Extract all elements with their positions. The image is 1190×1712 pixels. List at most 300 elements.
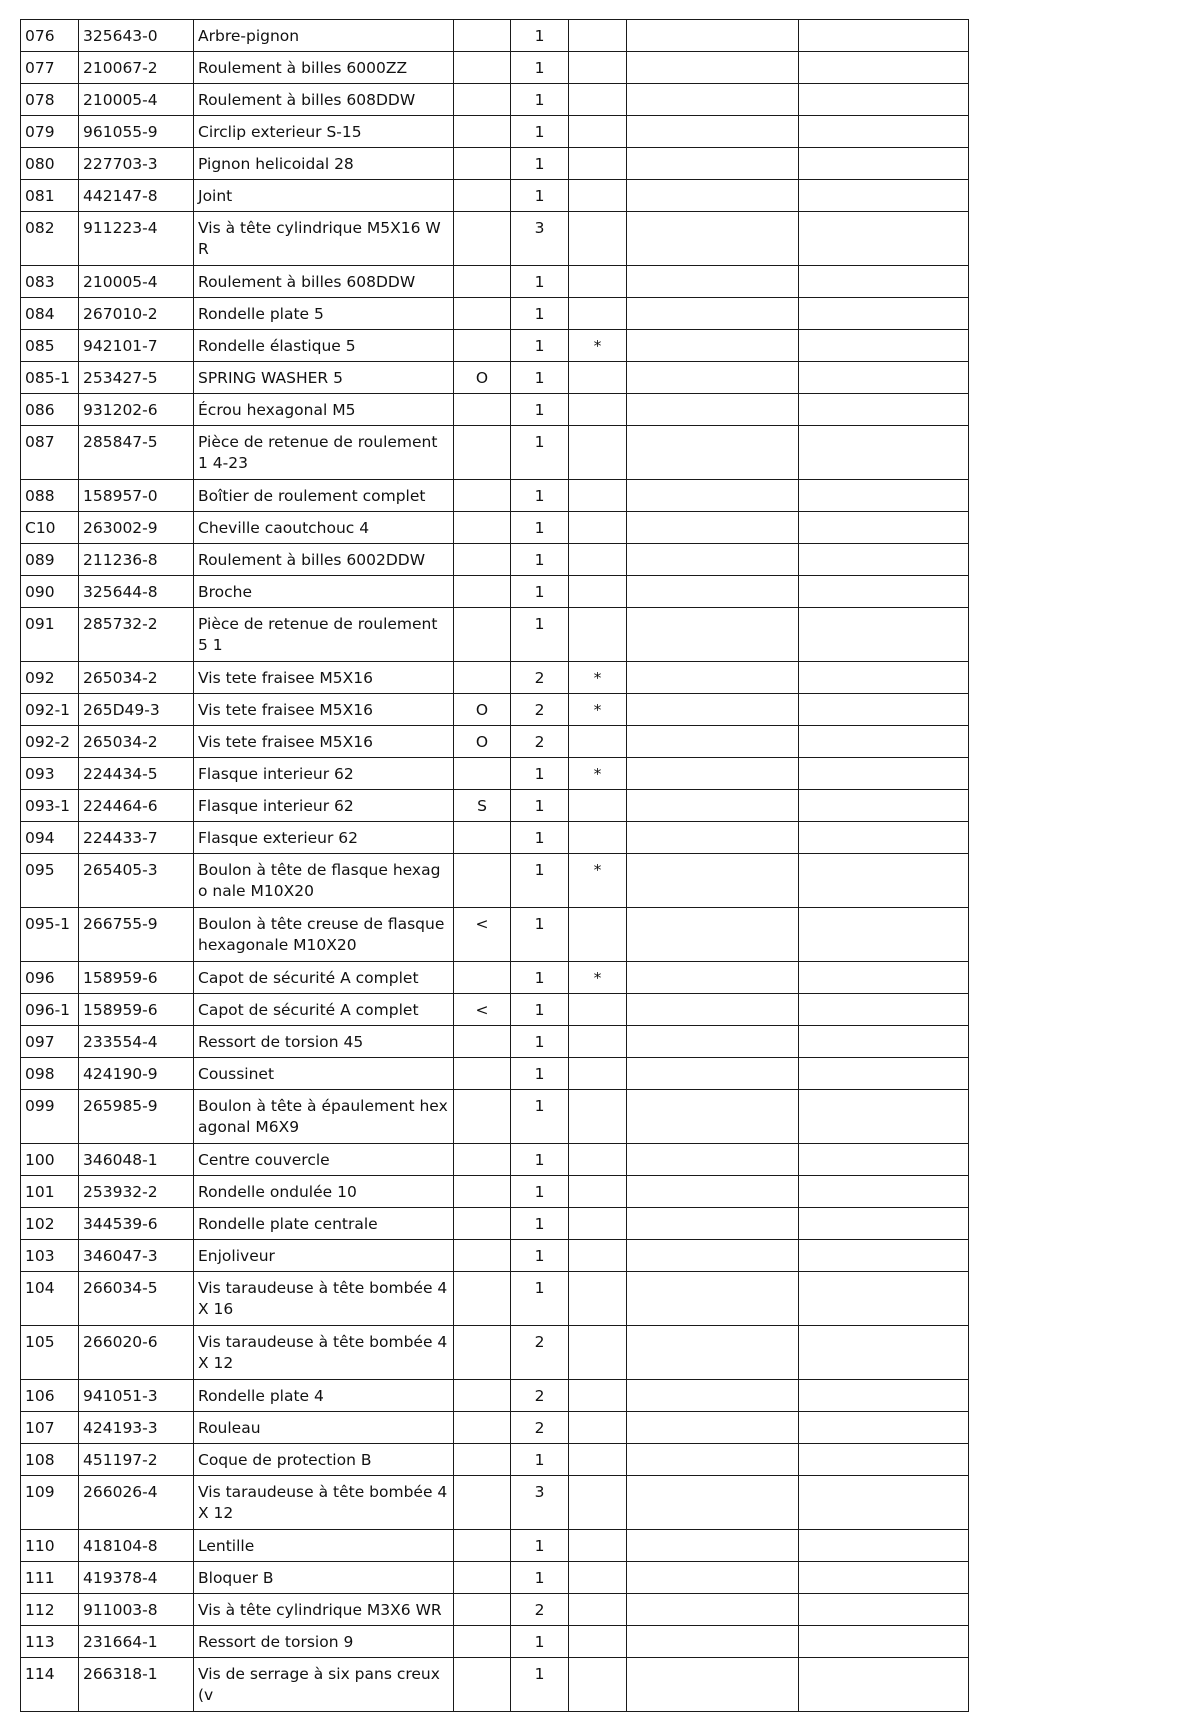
description-cell: Bloquer B — [194, 1562, 454, 1594]
remark-1-cell — [627, 1176, 799, 1208]
item-number-cell: 076 — [21, 20, 79, 52]
description-cell: Pignon helicoidal 28 — [194, 148, 454, 180]
option-code-cell: < — [454, 908, 511, 962]
quantity-cell: 1 — [511, 1658, 569, 1712]
remark-2-cell — [799, 1026, 969, 1058]
table-row — [21, 1444, 969, 1476]
part-number-cell: 210067-2 — [79, 52, 194, 84]
note-mark-cell — [569, 1058, 627, 1090]
item-number-cell: 109 — [21, 1476, 79, 1530]
remark-2-cell — [799, 1658, 969, 1712]
note-mark-cell — [569, 1144, 627, 1176]
remark-2-cell — [799, 726, 969, 758]
remark-2-cell — [799, 1326, 969, 1380]
table-row — [21, 512, 969, 544]
option-code-cell — [454, 822, 511, 854]
option-code-cell — [454, 576, 511, 608]
remark-2-cell — [799, 1412, 969, 1444]
remark-2-cell — [799, 1476, 969, 1530]
quantity-cell: 1 — [511, 822, 569, 854]
item-number-cell: 087 — [21, 426, 79, 480]
part-number-cell: 158959-6 — [79, 994, 194, 1026]
description-cell: Vis tete fraisee M5X16 — [194, 726, 454, 758]
item-number-cell: 097 — [21, 1026, 79, 1058]
item-number-cell: 085-1 — [21, 362, 79, 394]
part-number-cell: 961055-9 — [79, 116, 194, 148]
note-mark-cell — [569, 822, 627, 854]
item-number-cell: 104 — [21, 1272, 79, 1326]
remark-2-cell — [799, 854, 969, 908]
option-code-cell — [454, 544, 511, 576]
option-code-cell — [454, 1444, 511, 1476]
option-code-cell — [454, 962, 511, 994]
remark-1-cell — [627, 1380, 799, 1412]
item-number-cell: 098 — [21, 1058, 79, 1090]
option-code-cell: O — [454, 362, 511, 394]
part-number-cell: 253932-2 — [79, 1176, 194, 1208]
description-cell: Rondelle plate 5 — [194, 298, 454, 330]
option-code-cell — [454, 1144, 511, 1176]
note-mark-cell — [569, 1240, 627, 1272]
item-number-cell: 088 — [21, 480, 79, 512]
table-row — [21, 1476, 969, 1530]
description-cell: Vis tete fraisee M5X16 — [194, 694, 454, 726]
quantity-cell: 1 — [511, 1562, 569, 1594]
description-cell: Rondelle élastique 5 — [194, 330, 454, 362]
note-mark-cell — [569, 994, 627, 1026]
option-code-cell — [454, 1208, 511, 1240]
part-number-cell: 941051-3 — [79, 1380, 194, 1412]
quantity-cell: 1 — [511, 1176, 569, 1208]
description-cell: Rondelle plate 4 — [194, 1380, 454, 1412]
description-cell: Rondelle ondulée 10 — [194, 1176, 454, 1208]
option-code-cell — [454, 608, 511, 662]
table-row — [21, 1208, 969, 1240]
quantity-cell: 1 — [511, 544, 569, 576]
description-cell: Pièce de retenue de roulement 1 4-23 — [194, 426, 454, 480]
table-row — [21, 1530, 969, 1562]
part-number-cell: 267010-2 — [79, 298, 194, 330]
item-number-cell: 099 — [21, 1090, 79, 1144]
option-code-cell — [454, 180, 511, 212]
option-code-cell — [454, 1562, 511, 1594]
option-code-cell — [454, 512, 511, 544]
note-mark-cell — [569, 1530, 627, 1562]
description-cell: Roulement à billes 6000ZZ — [194, 52, 454, 84]
item-number-cell: 095-1 — [21, 908, 79, 962]
quantity-cell: 1 — [511, 148, 569, 180]
remark-2-cell — [799, 694, 969, 726]
part-number-cell: 211236-8 — [79, 544, 194, 576]
quantity-cell: 1 — [511, 1026, 569, 1058]
remark-1-cell — [627, 758, 799, 790]
note-mark-cell — [569, 1380, 627, 1412]
note-mark-cell — [569, 1090, 627, 1144]
table-row — [21, 726, 969, 758]
quantity-cell: 1 — [511, 426, 569, 480]
part-number-cell: 224464-6 — [79, 790, 194, 822]
note-mark-cell — [569, 512, 627, 544]
quantity-cell: 1 — [511, 298, 569, 330]
note-mark-cell — [569, 266, 627, 298]
part-number-cell: 265405-3 — [79, 854, 194, 908]
option-code-cell — [454, 330, 511, 362]
note-mark-cell — [569, 1626, 627, 1658]
table-row — [21, 1626, 969, 1658]
quantity-cell: 1 — [511, 790, 569, 822]
remark-2-cell — [799, 1058, 969, 1090]
note-mark-cell — [569, 1208, 627, 1240]
option-code-cell — [454, 20, 511, 52]
table-row — [21, 84, 969, 116]
description-cell: Vis taraudeuse à tête bombée 4X 12 — [194, 1326, 454, 1380]
remark-1-cell — [627, 20, 799, 52]
note-mark-cell — [569, 1444, 627, 1476]
note-mark-cell — [569, 1562, 627, 1594]
remark-2-cell — [799, 330, 969, 362]
option-code-cell: S — [454, 790, 511, 822]
description-cell: Vis taraudeuse à tête bombée 4X 16 — [194, 1272, 454, 1326]
remark-2-cell — [799, 266, 969, 298]
remark-2-cell — [799, 1208, 969, 1240]
note-mark-cell — [569, 1594, 627, 1626]
remark-2-cell — [799, 20, 969, 52]
part-number-cell: 266318-1 — [79, 1658, 194, 1712]
table-row — [21, 180, 969, 212]
note-mark-cell: * — [569, 854, 627, 908]
remark-2-cell — [799, 822, 969, 854]
part-number-cell: 942101-7 — [79, 330, 194, 362]
item-number-cell: 083 — [21, 266, 79, 298]
item-number-cell: 096 — [21, 962, 79, 994]
option-code-cell — [454, 1176, 511, 1208]
remark-2-cell — [799, 1444, 969, 1476]
item-number-cell: 080 — [21, 148, 79, 180]
note-mark-cell: * — [569, 662, 627, 694]
remark-1-cell — [627, 1090, 799, 1144]
table-row — [21, 1090, 969, 1144]
option-code-cell — [454, 1412, 511, 1444]
option-code-cell — [454, 1658, 511, 1712]
table-row — [21, 1058, 969, 1090]
part-number-cell: 233554-4 — [79, 1026, 194, 1058]
remark-1-cell — [627, 116, 799, 148]
part-number-cell: 442147-8 — [79, 180, 194, 212]
note-mark-cell — [569, 84, 627, 116]
quantity-cell: 1 — [511, 394, 569, 426]
remark-2-cell — [799, 480, 969, 512]
quantity-cell: 1 — [511, 1058, 569, 1090]
item-number-cell: 089 — [21, 544, 79, 576]
item-number-cell: 093 — [21, 758, 79, 790]
option-code-cell — [454, 1530, 511, 1562]
part-number-cell: 253427-5 — [79, 362, 194, 394]
part-number-cell: 418104-8 — [79, 1530, 194, 1562]
table-row — [21, 394, 969, 426]
parts-table-body — [21, 20, 969, 1712]
remark-1-cell — [627, 1208, 799, 1240]
option-code-cell — [454, 298, 511, 330]
remark-2-cell — [799, 212, 969, 266]
option-code-cell — [454, 394, 511, 426]
item-number-cell: 101 — [21, 1176, 79, 1208]
remark-2-cell — [799, 962, 969, 994]
quantity-cell: 1 — [511, 1530, 569, 1562]
table-row — [21, 608, 969, 662]
remark-2-cell — [799, 608, 969, 662]
option-code-cell — [454, 1058, 511, 1090]
option-code-cell — [454, 1476, 511, 1530]
quantity-cell: 1 — [511, 362, 569, 394]
remark-1-cell — [627, 512, 799, 544]
item-number-cell: 113 — [21, 1626, 79, 1658]
option-code-cell — [454, 1594, 511, 1626]
remark-2-cell — [799, 394, 969, 426]
description-cell: Vis tete fraisee M5X16 — [194, 662, 454, 694]
description-cell: Broche — [194, 576, 454, 608]
description-cell: Flasque interieur 62 — [194, 758, 454, 790]
quantity-cell: 1 — [511, 1272, 569, 1326]
remark-2-cell — [799, 512, 969, 544]
remark-2-cell — [799, 1626, 969, 1658]
item-number-cell: 114 — [21, 1658, 79, 1712]
item-number-cell: 106 — [21, 1380, 79, 1412]
table-row — [21, 994, 969, 1026]
parts-table — [20, 19, 969, 1712]
option-code-cell — [454, 854, 511, 908]
table-row — [21, 1562, 969, 1594]
note-mark-cell — [569, 1272, 627, 1326]
quantity-cell: 1 — [511, 512, 569, 544]
remark-1-cell — [627, 1658, 799, 1712]
remark-1-cell — [627, 854, 799, 908]
item-number-cell: 084 — [21, 298, 79, 330]
table-row — [21, 330, 969, 362]
remark-2-cell — [799, 1272, 969, 1326]
quantity-cell: 1 — [511, 908, 569, 962]
quantity-cell: 1 — [511, 480, 569, 512]
quantity-cell: 2 — [511, 1380, 569, 1412]
remark-1-cell — [627, 1530, 799, 1562]
option-code-cell: < — [454, 994, 511, 1026]
part-number-cell: 265D49-3 — [79, 694, 194, 726]
quantity-cell: 1 — [511, 1090, 569, 1144]
remark-2-cell — [799, 908, 969, 962]
note-mark-cell — [569, 1658, 627, 1712]
remark-2-cell — [799, 84, 969, 116]
description-cell: Roulement à billes 608DDW — [194, 84, 454, 116]
remark-2-cell — [799, 1380, 969, 1412]
note-mark-cell — [569, 1476, 627, 1530]
remark-1-cell — [627, 576, 799, 608]
description-cell: Capot de sécurité A complet — [194, 962, 454, 994]
part-number-cell: 424190-9 — [79, 1058, 194, 1090]
quantity-cell: 1 — [511, 116, 569, 148]
description-cell: Vis taraudeuse à tête bombée 4X 12 — [194, 1476, 454, 1530]
note-mark-cell — [569, 20, 627, 52]
item-number-cell: 092-2 — [21, 726, 79, 758]
quantity-cell: 1 — [511, 330, 569, 362]
remark-1-cell — [627, 266, 799, 298]
item-number-cell: 081 — [21, 180, 79, 212]
table-row — [21, 908, 969, 962]
quantity-cell: 1 — [511, 20, 569, 52]
option-code-cell — [454, 1090, 511, 1144]
part-number-cell: 344539-6 — [79, 1208, 194, 1240]
remark-1-cell — [627, 298, 799, 330]
quantity-cell: 1 — [511, 180, 569, 212]
option-code-cell — [454, 1026, 511, 1058]
remark-2-cell — [799, 116, 969, 148]
note-mark-cell — [569, 576, 627, 608]
table-row — [21, 1026, 969, 1058]
table-row — [21, 854, 969, 908]
remark-1-cell — [627, 330, 799, 362]
description-cell: Vis à tête cylindrique M3X6 WR — [194, 1594, 454, 1626]
item-number-cell: 093-1 — [21, 790, 79, 822]
description-cell: Rondelle plate centrale — [194, 1208, 454, 1240]
item-number-cell: 094 — [21, 822, 79, 854]
item-number-cell: 092-1 — [21, 694, 79, 726]
option-code-cell — [454, 758, 511, 790]
table-row — [21, 426, 969, 480]
quantity-cell: 1 — [511, 854, 569, 908]
description-cell: Lentille — [194, 1530, 454, 1562]
item-number-cell: 110 — [21, 1530, 79, 1562]
note-mark-cell — [569, 52, 627, 84]
table-row — [21, 116, 969, 148]
quantity-cell: 2 — [511, 726, 569, 758]
table-row — [21, 1594, 969, 1626]
note-mark-cell — [569, 608, 627, 662]
item-number-cell: C10 — [21, 512, 79, 544]
remark-1-cell — [627, 1326, 799, 1380]
description-cell: Ressort de torsion 9 — [194, 1626, 454, 1658]
item-number-cell: 100 — [21, 1144, 79, 1176]
description-cell: Vis à tête cylindrique M5X16 WR — [194, 212, 454, 266]
description-cell: Arbre-pignon — [194, 20, 454, 52]
description-cell: Capot de sécurité A complet — [194, 994, 454, 1026]
quantity-cell: 2 — [511, 694, 569, 726]
item-number-cell: 092 — [21, 662, 79, 694]
note-mark-cell — [569, 148, 627, 180]
option-code-cell — [454, 1626, 511, 1658]
remark-2-cell — [799, 426, 969, 480]
remark-1-cell — [627, 694, 799, 726]
table-row — [21, 694, 969, 726]
item-number-cell: 108 — [21, 1444, 79, 1476]
part-number-cell: 210005-4 — [79, 266, 194, 298]
option-code-cell: O — [454, 726, 511, 758]
quantity-cell: 1 — [511, 758, 569, 790]
description-cell: Boulon à tête de flasque hexago nale M10X20 — [194, 854, 454, 908]
table-row — [21, 52, 969, 84]
option-code-cell — [454, 1240, 511, 1272]
remark-1-cell — [627, 1562, 799, 1594]
quantity-cell: 3 — [511, 212, 569, 266]
description-cell: Enjoliveur — [194, 1240, 454, 1272]
item-number-cell: 085 — [21, 330, 79, 362]
part-number-cell: 424193-3 — [79, 1412, 194, 1444]
table-row — [21, 266, 969, 298]
note-mark-cell: * — [569, 330, 627, 362]
part-number-cell: 451197-2 — [79, 1444, 194, 1476]
remark-1-cell — [627, 544, 799, 576]
remark-2-cell — [799, 298, 969, 330]
note-mark-cell — [569, 480, 627, 512]
part-number-cell: 266755-9 — [79, 908, 194, 962]
note-mark-cell: * — [569, 694, 627, 726]
remark-2-cell — [799, 148, 969, 180]
remark-1-cell — [627, 790, 799, 822]
description-cell: Boîtier de roulement complet — [194, 480, 454, 512]
option-code-cell — [454, 148, 511, 180]
note-mark-cell — [569, 544, 627, 576]
description-cell: Coussinet — [194, 1058, 454, 1090]
item-number-cell: 102 — [21, 1208, 79, 1240]
remark-2-cell — [799, 544, 969, 576]
quantity-cell: 1 — [511, 84, 569, 116]
quantity-cell: 2 — [511, 1594, 569, 1626]
quantity-cell: 1 — [511, 266, 569, 298]
table-row — [21, 1176, 969, 1208]
quantity-cell: 1 — [511, 608, 569, 662]
remark-1-cell — [627, 1476, 799, 1530]
remark-1-cell — [627, 962, 799, 994]
part-number-cell: 231664-1 — [79, 1626, 194, 1658]
remark-1-cell — [627, 1626, 799, 1658]
part-number-cell: 227703-3 — [79, 148, 194, 180]
note-mark-cell: * — [569, 962, 627, 994]
table-row — [21, 148, 969, 180]
option-code-cell — [454, 480, 511, 512]
remark-2-cell — [799, 180, 969, 212]
option-code-cell — [454, 84, 511, 116]
table-row — [21, 822, 969, 854]
part-number-cell: 911003-8 — [79, 1594, 194, 1626]
option-code-cell — [454, 1272, 511, 1326]
part-number-cell: 265034-2 — [79, 726, 194, 758]
remark-1-cell — [627, 1144, 799, 1176]
remark-1-cell — [627, 994, 799, 1026]
item-number-cell: 105 — [21, 1326, 79, 1380]
table-row — [21, 962, 969, 994]
description-cell: Cheville caoutchouc 4 — [194, 512, 454, 544]
part-number-cell: 346048-1 — [79, 1144, 194, 1176]
quantity-cell: 2 — [511, 1326, 569, 1380]
remark-2-cell — [799, 52, 969, 84]
note-mark-cell — [569, 212, 627, 266]
description-cell: Circlip exterieur S-15 — [194, 116, 454, 148]
remark-1-cell — [627, 1444, 799, 1476]
table-row — [21, 1658, 969, 1712]
table-row — [21, 790, 969, 822]
remark-2-cell — [799, 758, 969, 790]
remark-1-cell — [627, 362, 799, 394]
table-row — [21, 576, 969, 608]
item-number-cell: 082 — [21, 212, 79, 266]
quantity-cell: 1 — [511, 1444, 569, 1476]
remark-2-cell — [799, 1176, 969, 1208]
table-row — [21, 758, 969, 790]
description-cell: Boulon à tête creuse de flasque hexagonale M10X20 — [194, 908, 454, 962]
item-number-cell: 095 — [21, 854, 79, 908]
note-mark-cell — [569, 116, 627, 148]
remark-1-cell — [627, 1240, 799, 1272]
option-code-cell — [454, 116, 511, 148]
table-row — [21, 212, 969, 266]
description-cell: Coque de protection B — [194, 1444, 454, 1476]
